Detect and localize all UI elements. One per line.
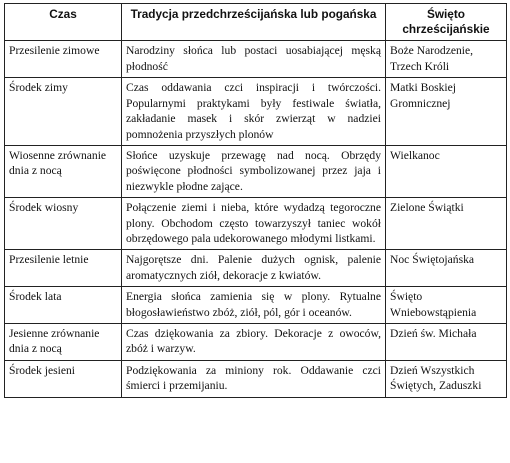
cell-tradition: Najgorętsze dni. Palenie dużych ognisk, palenie aromatycznych ziół, dekoracje z kwiatów. xyxy=(122,250,386,287)
table-row xyxy=(5,198,507,250)
header-row xyxy=(5,4,507,41)
header-season: Czas xyxy=(5,4,122,41)
cell-tradition: Połączenie ziemi i nieba, które wydadzą tegoroczne plony. Obchodom często towarzyszył taniec wokół obrzędowego pala udekorowanego młodymi listkami. xyxy=(122,198,386,250)
cell-tradition: Czas oddawania czci inspiracji i twórczości. Popularnymi praktykami były festiwale światła, zakładanie masek i skór zwierząt w nadziei pomnożenia przyszłych plonów xyxy=(122,78,386,146)
cell-tradition: Słońce uzyskuje przewagę nad nocą. Obrzędy poświęcone płodności symbolizowanej przez jaja i niezwykle płodne zające. xyxy=(122,145,386,197)
cell-season: Wiosenne zrównanie dnia z nocą xyxy=(5,145,122,197)
cell-holiday: Dzień św. Michała xyxy=(386,323,507,360)
cell-season: Jesienne zrównanie dnia z nocą xyxy=(5,323,122,360)
table-row xyxy=(5,41,507,78)
table-row xyxy=(5,78,507,146)
table-row xyxy=(5,287,507,324)
cell-season: Środek jesieni xyxy=(5,360,122,397)
cell-tradition: Czas dziękowania za zbiory. Dekoracje z owoców, zbóż i warzyw. xyxy=(122,323,386,360)
cell-tradition: Podziękowania za miniony rok. Oddawanie czci śmierci i przemijaniu. xyxy=(122,360,386,397)
table-row xyxy=(5,360,507,397)
header-tradition: Tradycja przedchrześcijańska lub pogańska xyxy=(122,4,386,41)
cell-season: Przesilenie letnie xyxy=(5,250,122,287)
table-row xyxy=(5,145,507,197)
cell-tradition: Energia słońca zamienia się w plony. Rytualne błogosławieństwo zbóż, ziół, pól, gór i oceanów. xyxy=(122,287,386,324)
seasonal-holidays-table xyxy=(4,3,507,398)
cell-holiday: Noc Świętojańska xyxy=(386,250,507,287)
cell-tradition: Narodziny słońca lub postaci uosabiającej męską płodność xyxy=(122,41,386,78)
cell-holiday: Dzień Wszystkich Świętych, Zaduszki xyxy=(386,360,507,397)
cell-holiday: Zielone Świątki xyxy=(386,198,507,250)
cell-holiday: Boże Narodzenie, Trzech Króli xyxy=(386,41,507,78)
header-holiday: Święto chrześcijańskie xyxy=(386,4,507,41)
cell-season: Środek zimy xyxy=(5,78,122,146)
cell-holiday: Wielkanoc xyxy=(386,145,507,197)
cell-season: Środek wiosny xyxy=(5,198,122,250)
table-row xyxy=(5,250,507,287)
cell-holiday: Święto Wniebowstąpienia xyxy=(386,287,507,324)
cell-season: Środek lata xyxy=(5,287,122,324)
table-row xyxy=(5,323,507,360)
cell-holiday: Matki Boskiej Gromnicznej xyxy=(386,78,507,146)
cell-season: Przesilenie zimowe xyxy=(5,41,122,78)
